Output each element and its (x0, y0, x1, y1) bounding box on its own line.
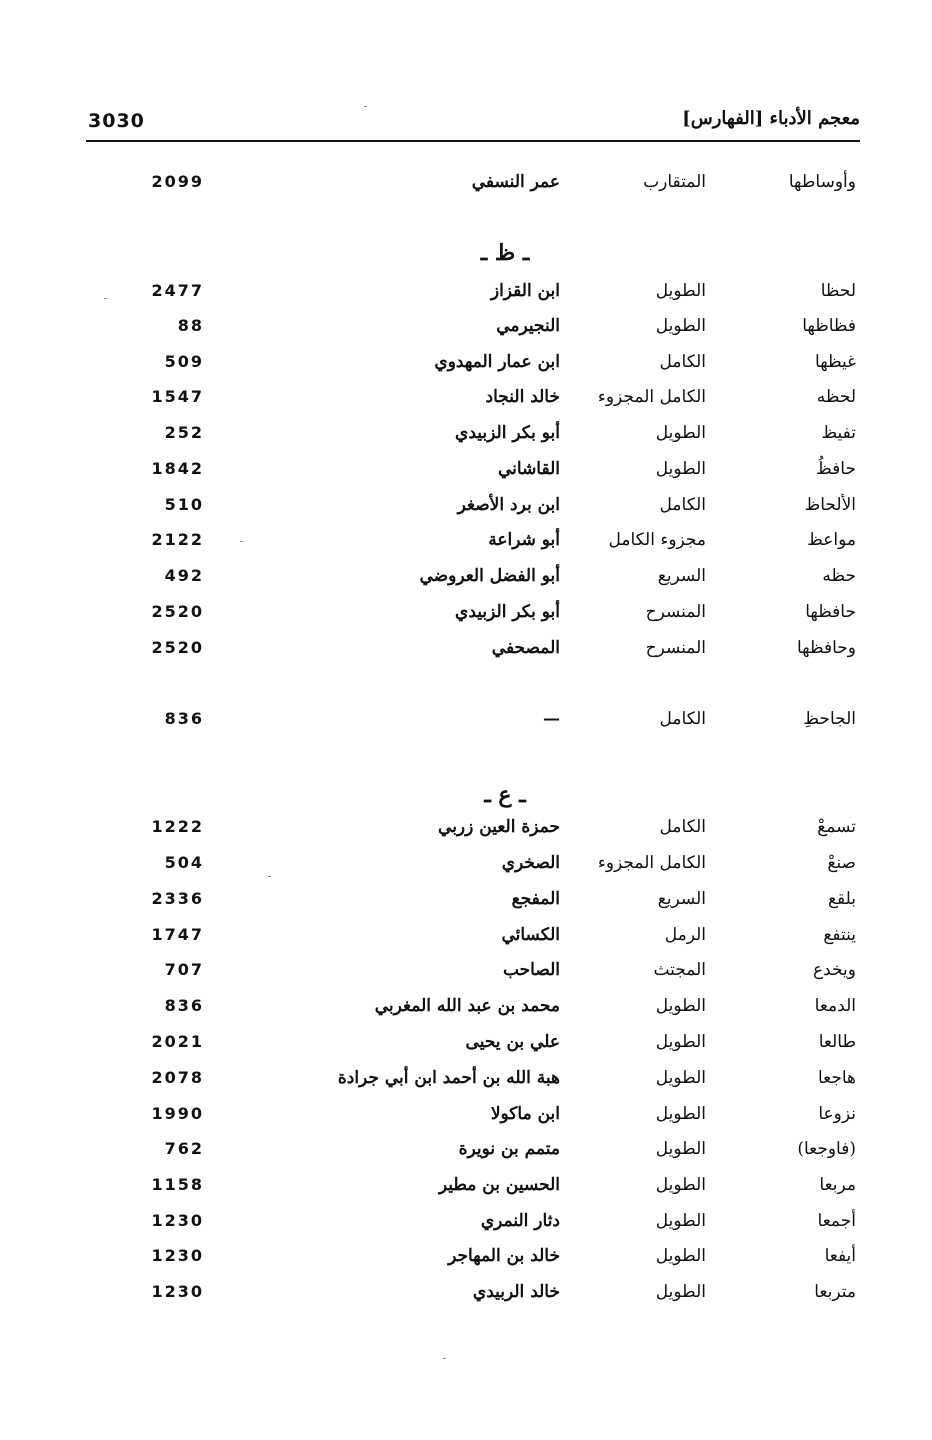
meter: الطويل (655, 1139, 706, 1159)
rhyme-word: حظه (822, 566, 856, 586)
page-ref: 1747 (151, 925, 204, 944)
page-ref: 510 (164, 495, 204, 514)
index-row (0, 352, 932, 382)
page-ref: 2520 (151, 638, 204, 657)
poet: خالد النجاد (485, 387, 560, 407)
rhyme-word: أجمعا (817, 1211, 856, 1231)
index-row (0, 316, 932, 346)
meter: الكامل المجزوء (597, 387, 706, 407)
poet: خالد الربيدي (472, 1282, 560, 1302)
index-row (0, 1282, 932, 1312)
rhyme-word: بلقع (827, 889, 856, 909)
poet: أبو شراعة (488, 530, 560, 550)
meter: الطويل (655, 316, 706, 336)
page-ref: 1547 (151, 387, 204, 406)
rhyme-word: حافظُ (816, 459, 856, 479)
rhyme-word: الألحاظ (804, 495, 856, 515)
rhyme-word: فظاظها (802, 316, 856, 336)
page-ref: 504 (164, 853, 204, 872)
page-ref: 1222 (151, 817, 204, 836)
meter: الطويل (655, 459, 706, 479)
index-row (0, 1175, 932, 1205)
poet: القاشاني (497, 459, 560, 479)
index-row (0, 817, 932, 847)
index-row (0, 996, 932, 1026)
index-row (0, 889, 932, 919)
meter: الكامل (659, 352, 706, 372)
index-row (0, 172, 932, 202)
scan-speck (443, 1358, 446, 1359)
meter: الرمل (664, 925, 706, 945)
rhyme-word: الدمعا (814, 996, 856, 1016)
poet: المفجع (511, 889, 560, 909)
rhyme-word: غيظها (815, 352, 856, 372)
meter: السريع (657, 889, 706, 909)
index-row (0, 709, 932, 739)
page-ref: 2078 (151, 1068, 204, 1087)
rhyme-word: الجاحظِ (803, 709, 856, 729)
rhyme-word: صنعْ (827, 853, 856, 873)
page-ref: 2122 (151, 530, 204, 549)
page-ref: 2520 (151, 602, 204, 621)
index-row (0, 566, 932, 596)
page-ref: 762 (164, 1139, 204, 1158)
meter: المنسرح (645, 638, 706, 658)
index-row (0, 1068, 932, 1098)
rhyme-word: لحظا (820, 281, 856, 301)
poet: ابن ماكولا (490, 1104, 560, 1124)
page-ref: 1842 (151, 459, 204, 478)
page-ref: 2336 (151, 889, 204, 908)
meter: الكامل (659, 709, 706, 729)
section-heading: ـ ظ ـ (480, 240, 530, 266)
poet: الصخري (501, 853, 560, 873)
rhyme-word: مواعظ (807, 530, 856, 550)
meter: الطويل (655, 1246, 706, 1266)
meter: الكامل (659, 495, 706, 515)
poet: عمر النسفي (471, 172, 560, 192)
page-ref: 1990 (151, 1104, 204, 1123)
scan-speck (240, 541, 243, 542)
poet: ابن القزاز (490, 281, 560, 301)
rhyme-word: هاجعا (817, 1068, 856, 1088)
rhyme-word: تفيظ (821, 423, 856, 443)
page-number: 3030 (88, 110, 145, 132)
scan-speck (364, 106, 367, 107)
rhyme-word: ينتفع (823, 925, 856, 945)
rhyme-word: متربعا (814, 1282, 856, 1302)
running-title: معجم الأدباء [الفهارس] (682, 108, 860, 129)
poet: هبة الله بن أحمد ابن أبي جرادة (337, 1068, 560, 1088)
page-ref: 2021 (151, 1032, 204, 1051)
page-header (86, 108, 860, 136)
index-row (0, 1211, 932, 1241)
section-heading: ـ ع ـ (484, 782, 526, 808)
page-ref: 492 (164, 566, 204, 585)
meter: الطويل (655, 1175, 706, 1195)
poet: النجيرمي (496, 316, 560, 336)
index-row (0, 1246, 932, 1276)
index-row (0, 960, 932, 990)
index-row (0, 387, 932, 417)
index-row (0, 925, 932, 955)
meter: الطويل (655, 1032, 706, 1052)
index-row (0, 853, 932, 883)
scan-speck (268, 876, 271, 877)
poet: محمد بن عبد الله المغربي (374, 996, 560, 1016)
poet: المصحفي (491, 638, 560, 658)
poet: خالد بن المهاجر (448, 1246, 560, 1266)
poet: ابن عمار المهدوي (434, 352, 560, 372)
rhyme-word: حافظها (805, 602, 856, 622)
rhyme-word: تسمعْ (817, 817, 856, 837)
poet: أبو بكر الزبيدي (455, 423, 560, 443)
rhyme-word: وحافظها (797, 638, 856, 658)
page-ref: 2099 (151, 172, 204, 191)
page-ref: 1230 (151, 1211, 204, 1230)
poet: متمم بن نويرة (458, 1139, 560, 1159)
rhyme-word: طالعا (818, 1032, 856, 1052)
meter: الكامل (659, 817, 706, 837)
poet: أبو الفضل العروضي (419, 566, 560, 586)
scan-speck (104, 298, 107, 299)
page-ref: 1230 (151, 1282, 204, 1301)
page-ref: 1158 (151, 1175, 204, 1194)
index-row (0, 638, 932, 668)
index-row (0, 1032, 932, 1062)
index-row (0, 1139, 932, 1169)
index-row (0, 1104, 932, 1134)
meter: المنسرح (645, 602, 706, 622)
meter: الكامل المجزوء (597, 853, 706, 873)
meter: المتقارب (643, 172, 706, 192)
page-ref: 2477 (151, 281, 204, 300)
poet: حمزة العين زربي (438, 817, 560, 837)
page-ref: 509 (164, 352, 204, 371)
rhyme-word: لحظه (816, 387, 856, 407)
index-row (0, 423, 932, 453)
rhyme-word: أيفعا (824, 1246, 856, 1266)
meter: السريع (657, 566, 706, 586)
meter: الطويل (655, 423, 706, 443)
page-ref: 707 (164, 960, 204, 979)
page-ref: 836 (164, 709, 204, 728)
meter: مجزوء الكامل (608, 530, 706, 550)
index-row (0, 602, 932, 632)
rhyme-word: ويخدع (813, 960, 856, 980)
rhyme-word: مربعا (819, 1175, 856, 1195)
meter: الطويل (655, 1211, 706, 1231)
meter: الطويل (655, 996, 706, 1016)
poet: الصاحب (502, 960, 560, 980)
meter: الطويل (655, 1282, 706, 1302)
meter: الطويل (655, 281, 706, 301)
page-ref: 88 (177, 316, 204, 335)
index-row (0, 530, 932, 560)
poet: الكسائي (501, 925, 560, 945)
meter: المجتث (653, 960, 706, 980)
index-row (0, 459, 932, 489)
poet: دثار النمري (480, 1211, 560, 1231)
page-ref: 836 (164, 996, 204, 1015)
meter: الطويل (655, 1104, 706, 1124)
index-row (0, 495, 932, 525)
meter: الطويل (655, 1068, 706, 1088)
poet: أبو بكر الزبيدي (455, 602, 560, 622)
rhyme-word: (فاوجعا) (797, 1139, 856, 1159)
page-ref: 1230 (151, 1246, 204, 1265)
poet: الحسين بن مطير (438, 1175, 560, 1195)
index-row (0, 281, 932, 311)
poet: — (543, 709, 560, 729)
poet: علي بن يحيى (465, 1032, 560, 1052)
rhyme-word: نزوعا (818, 1104, 856, 1124)
header-rule (86, 140, 860, 142)
rhyme-word: وأوساطها (788, 172, 856, 192)
poet: ابن برد الأصغر (457, 495, 560, 515)
page-ref: 252 (164, 423, 204, 442)
